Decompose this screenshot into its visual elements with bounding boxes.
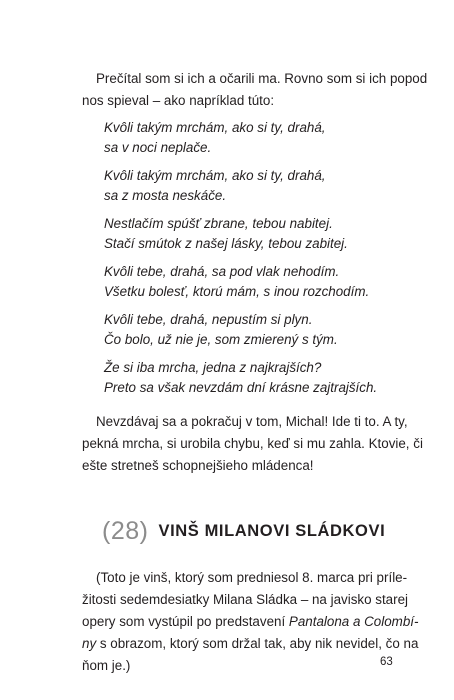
intro-line-1: Prečítal som si ich a očarili ma. Rovno som si ich popod xyxy=(96,71,428,86)
poem-line: Že si iba mrcha, jedna z najkrajších? xyxy=(104,360,322,375)
page-number: 63 xyxy=(380,656,393,668)
poem-stanza-2 xyxy=(104,166,404,206)
intro-paragraph xyxy=(82,68,428,112)
section-number: (28) xyxy=(102,516,149,545)
poem-line: Čo bolo, už nie je, som zmierený s tým. xyxy=(104,332,338,347)
title-italic: Pantalona a Colombí- xyxy=(288,614,419,629)
intro-line-2: nos spieval – ako napríklad túto: xyxy=(82,93,275,108)
poem-stanza-3 xyxy=(104,214,404,254)
section-heading xyxy=(102,513,385,549)
closing-line-1: Nevzdávaj sa a pokračuj v tom, Michal! Ide ti to. A ty, xyxy=(96,414,408,429)
section-line-3-text: opery som vystúpil po predstavení xyxy=(82,614,289,629)
section-paragraph xyxy=(82,567,419,677)
section-line-5: ňom je.) xyxy=(82,658,131,673)
poem-line: sa v noci neplače. xyxy=(104,140,212,155)
poem-stanza-5 xyxy=(104,310,404,350)
poem-line: Kvôli takým mrchám, ako si ty, drahá, xyxy=(104,120,326,135)
section-line-2: žitosti sedemdesiatky Milana Sládka – na javisko starej xyxy=(82,592,408,607)
poem-stanza-1 xyxy=(104,118,404,158)
poem-line: Nestlačím spúšť zbrane, tebou nabitej. xyxy=(104,216,333,231)
poem-line: Kvôli tebe, drahá, nepustím si plyn. xyxy=(104,312,313,327)
closing-line-2: pekná mrcha, si urobila chybu, keď si mu zahla. Ktovie, či xyxy=(82,436,423,451)
closing-paragraph xyxy=(82,411,423,477)
section-line-4 xyxy=(82,633,419,655)
poem-line: Preto sa však nevzdám dní krásne zajtrajších. xyxy=(104,380,378,395)
section-line-3 xyxy=(82,611,419,633)
title-italic-end: ny xyxy=(82,636,97,651)
poem-stanza-6 xyxy=(104,358,404,398)
poem-stanza-4 xyxy=(104,262,404,302)
section-line-4-text: s obrazom, ktorý som držal tak, aby nik nevidel, čo na xyxy=(96,636,419,651)
poem-line: Stačí smútok z našej lásky, tebou zabitej. xyxy=(104,236,348,251)
poem-line: Kvôli takým mrchám, ako si ty, drahá, xyxy=(104,168,326,183)
section-line-1: (Toto je vinš, ktorý som predniesol 8. marca pri príle- xyxy=(96,570,408,585)
section-title: VINŠ MILANOVI SLÁDKOVI xyxy=(158,521,386,540)
poem-line: Kvôli tebe, drahá, sa pod vlak nehodím. xyxy=(104,264,340,279)
closing-line-3: ešte stretneš schopnejšieho mládenca! xyxy=(82,458,314,473)
poem-line: Všetku bolesť, ktorú mám, s inou rozchodím. xyxy=(104,284,370,299)
poem-line: sa z mosta neskáče. xyxy=(104,188,227,203)
